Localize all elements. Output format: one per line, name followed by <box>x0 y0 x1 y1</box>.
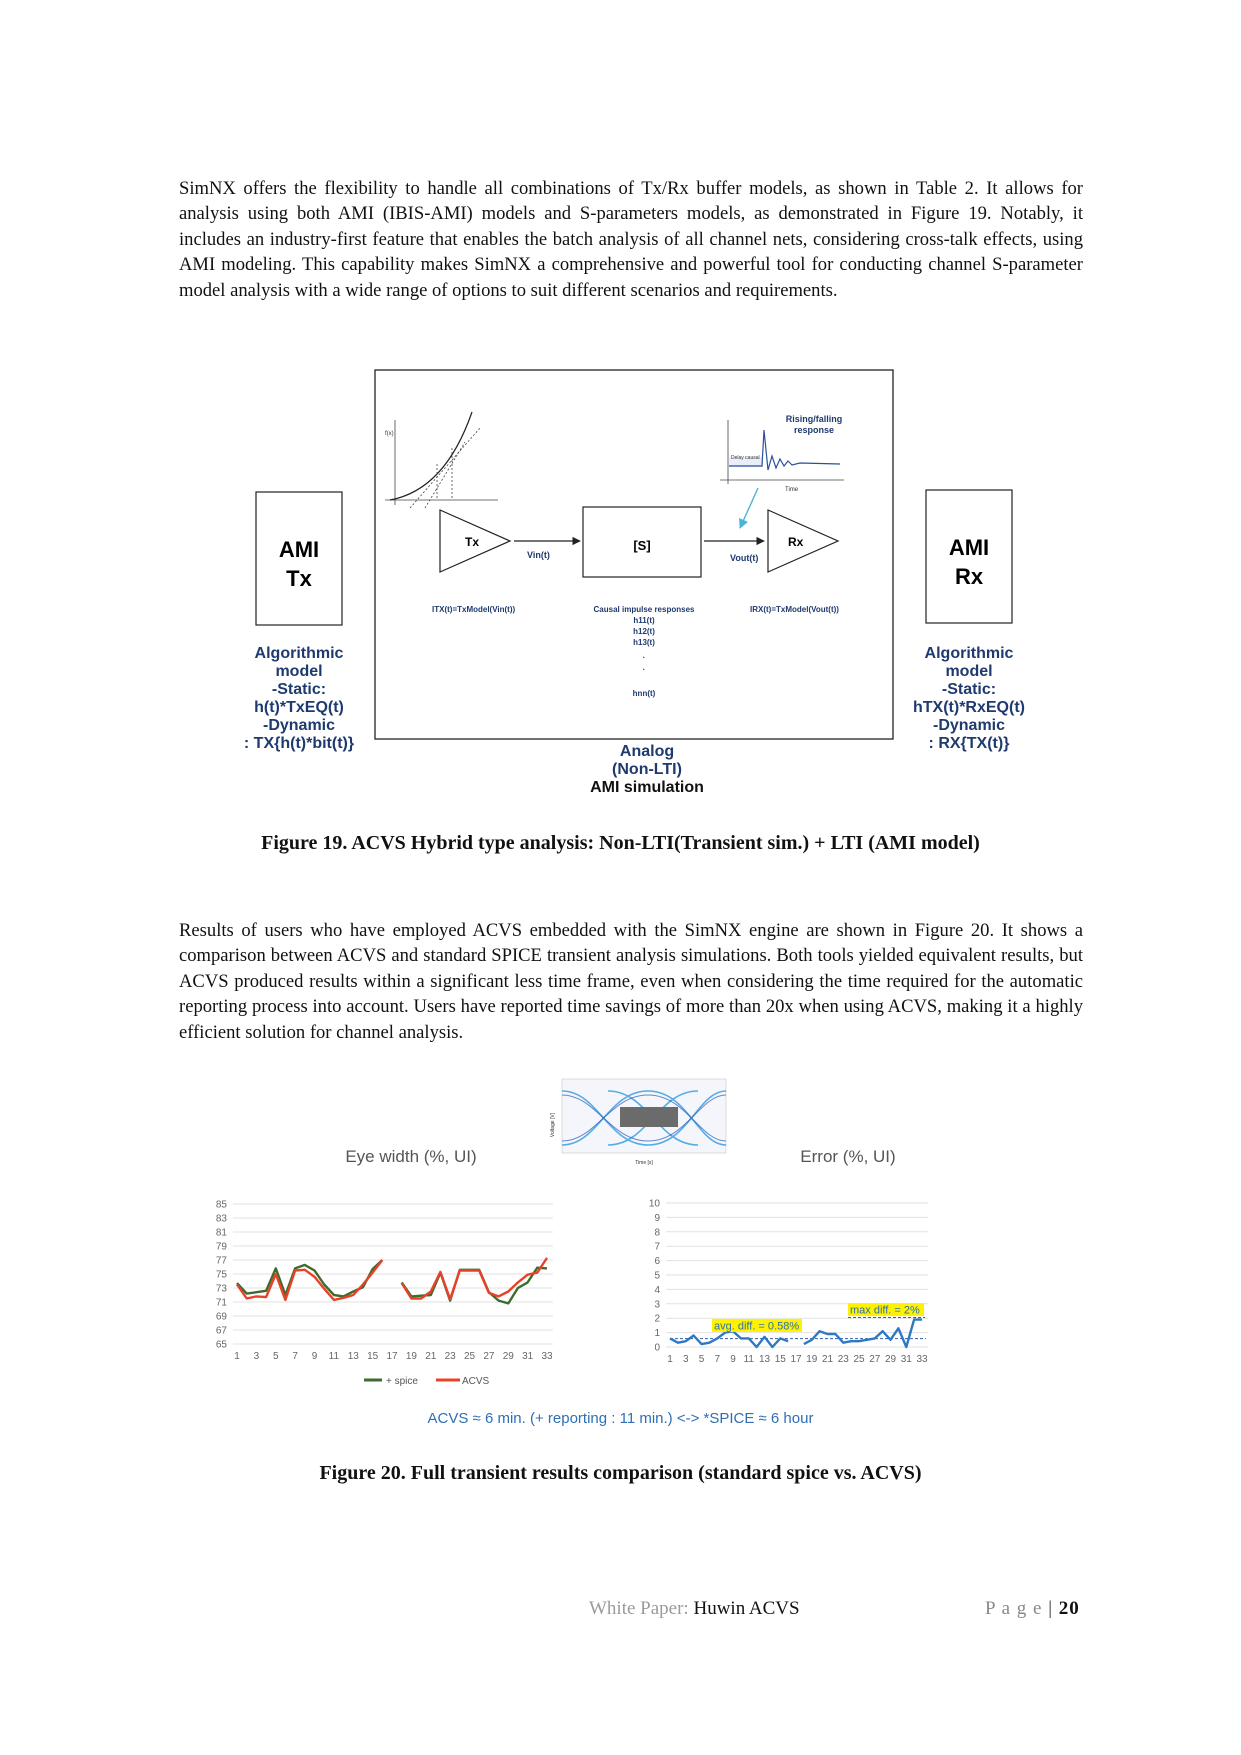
x-tick-label: 27 <box>869 1354 881 1365</box>
page-number: 20 <box>1058 1598 1080 1619</box>
x-tick-label: 13 <box>758 1354 771 1365</box>
delay-label: Delay causal <box>731 455 760 461</box>
figure-19-diagram <box>240 360 1060 808</box>
x-tick-label: 33 <box>916 1354 928 1365</box>
eye-xlabel: Time [s] <box>635 1160 653 1166</box>
x-tick-label: 1 <box>234 1351 240 1362</box>
figure-19-caption: Figure 19. ACVS Hybrid type analysis: Non-LTI(Transient sim.) + LTI (AMI model) <box>261 832 980 854</box>
legend-spice: + spice <box>386 1376 418 1387</box>
svg-text:AMI simulation: AMI simulation <box>590 779 704 796</box>
rising-label-2: response <box>793 425 835 435</box>
svg-text:Algorithmic: Algorithmic <box>924 645 1014 662</box>
y-tick-label: 0 <box>654 1342 660 1354</box>
s-label: [S] <box>633 538 651 553</box>
max-annotation: max diff. = 2% <box>850 1304 920 1317</box>
tx-label: Tx <box>465 535 480 549</box>
svg-text:·: · <box>642 665 646 674</box>
ami-tx-line2: Tx <box>286 566 312 591</box>
x-tick-label: 11 <box>328 1351 340 1362</box>
x-tick-label: 9 <box>730 1354 736 1365</box>
x-tick-label: 11 <box>743 1354 754 1365</box>
x-tick-label: 23 <box>444 1351 456 1362</box>
rising-response-graph <box>720 414 844 493</box>
y-tick-label: 81 <box>215 1227 227 1239</box>
svg-text:hTX(t)*RxEQ(t): hTX(t)*RxEQ(t) <box>913 699 1025 716</box>
x-tick-label: 5 <box>698 1354 705 1365</box>
newton-method-graph <box>385 412 498 508</box>
svg-text:-Dynamic: -Dynamic <box>932 717 1006 734</box>
y-tick-label: 9 <box>654 1212 660 1224</box>
chart-title: Eye width (%, UI) <box>345 1147 477 1166</box>
vin-label: Vin(t) <box>527 550 550 560</box>
vout-label: Vout(t) <box>730 553 759 563</box>
x-tick-label: 29 <box>502 1351 514 1362</box>
x-tick-label: 1 <box>667 1354 673 1365</box>
analog-label <box>590 743 704 796</box>
y-tick-label: 1 <box>654 1328 660 1340</box>
newton-axis-label: f(x) <box>385 431 394 437</box>
ami-rx-line2: Rx <box>954 564 984 589</box>
x-tick-label: 15 <box>367 1351 379 1362</box>
svg-text:: RX{TX(t)}: : RX{TX(t)} <box>928 735 1010 752</box>
eye-width-chart <box>215 1138 625 1388</box>
y-tick-label: 77 <box>215 1255 227 1267</box>
y-tick-label: 73 <box>215 1283 227 1295</box>
ami-rx-line1: AMI <box>948 535 990 560</box>
chart-title: Error (%, UI) <box>800 1147 896 1166</box>
ami-tx-line1: AMI <box>278 537 320 562</box>
avg-annotation: avg. diff. = 0.58% <box>714 1320 800 1333</box>
x-tick-label: 19 <box>806 1354 818 1365</box>
svg-text:model: model <box>945 663 993 680</box>
x-tick-label: 31 <box>900 1354 912 1365</box>
x-tick-label: 27 <box>483 1351 495 1362</box>
svg-text:hnn(t): hnn(t) <box>632 689 656 698</box>
legend-acvs: ACVS <box>462 1376 490 1387</box>
timing-summary: ACVS ≈ 6 min. (+ reporting : 11 min.) <-> *SPICE ≈ 6 hour <box>427 1410 814 1427</box>
footer-page: P a g e | 20 <box>985 1598 1080 1619</box>
itx-equation: ITX(t)=TxModel(Vin(t)) <box>432 605 516 614</box>
y-tick-label: 3 <box>654 1299 660 1311</box>
y-tick-label: 5 <box>654 1270 660 1282</box>
y-tick-label: 10 <box>648 1198 660 1210</box>
left-model-text <box>244 645 354 752</box>
svg-text:Algorithmic: Algorithmic <box>254 645 344 662</box>
y-tick-label: 69 <box>215 1311 227 1323</box>
svg-text:h12(t): h12(t) <box>633 627 655 636</box>
y-tick-label: 85 <box>215 1199 227 1211</box>
x-tick-label: 29 <box>884 1354 897 1365</box>
y-tick-label: 79 <box>215 1241 227 1253</box>
x-tick-label: 13 <box>347 1351 359 1362</box>
footer-label: White Paper: <box>589 1598 689 1619</box>
svg-text:Causal impulse responses: Causal impulse responses <box>593 605 695 614</box>
x-tick-label: 5 <box>272 1351 279 1362</box>
x-tick-label: 19 <box>405 1351 417 1362</box>
y-tick-label: 71 <box>215 1297 227 1309</box>
figure-20-caption: Figure 20. Full transient results comparison (standard spice vs. ACVS) <box>319 1462 922 1484</box>
x-tick-label: 7 <box>292 1351 298 1362</box>
svg-text:(Non-LTI): (Non-LTI) <box>612 761 682 778</box>
chart-legend <box>364 1376 490 1387</box>
causal-responses <box>594 605 695 698</box>
x-tick-label: 3 <box>682 1354 689 1365</box>
eye-ylabel: Voltage [V] <box>550 1112 556 1138</box>
series-line-acvs <box>237 1258 547 1300</box>
svg-text:h(t)*TxEQ(t): h(t)*TxEQ(t) <box>254 699 344 716</box>
footer-title <box>589 1598 800 1620</box>
x-tick-label: 3 <box>253 1351 260 1362</box>
svg-text:model: model <box>275 663 323 680</box>
rx-label: Rx <box>788 535 804 549</box>
right-model-text <box>913 645 1025 752</box>
y-tick-label: 8 <box>654 1227 660 1239</box>
y-tick-label: 4 <box>654 1284 660 1296</box>
svg-text:-Static:: -Static: <box>271 681 327 698</box>
x-tick-label: 21 <box>821 1354 834 1365</box>
error-chart <box>650 1138 1050 1388</box>
svg-text:: TX{h(t)*bit(t)}: : TX{h(t)*bit(t)} <box>243 735 355 752</box>
x-tick-label: 25 <box>853 1354 865 1365</box>
x-tick-label: 25 <box>463 1351 476 1362</box>
x-tick-label: 31 <box>522 1351 534 1362</box>
svg-text:·: · <box>642 653 646 662</box>
y-tick-label: 65 <box>215 1339 227 1351</box>
x-tick-label: 7 <box>714 1354 721 1365</box>
page-label: P a g e <box>985 1598 1043 1619</box>
y-tick-label: 83 <box>215 1213 227 1225</box>
time-axis-label: Time <box>785 487 799 493</box>
x-tick-label: 17 <box>386 1351 398 1362</box>
x-tick-label: 9 <box>311 1351 318 1362</box>
svg-text:h13(t): h13(t) <box>633 638 655 647</box>
svg-text:-Dynamic: -Dynamic <box>262 717 336 734</box>
svg-text:-Static:: -Static: <box>941 681 997 698</box>
x-tick-label: 33 <box>541 1351 553 1362</box>
x-tick-label: 23 <box>837 1354 849 1365</box>
x-tick-label: 17 <box>790 1354 802 1365</box>
svg-text:Analog: Analog <box>619 743 675 760</box>
y-tick-label: 75 <box>215 1269 227 1281</box>
svg-text:h11(t): h11(t) <box>633 616 655 625</box>
results-paragraph: Results of users who have employed ACVS embedded with the SimNX engine are shown in Figure 20. It shows a comparison between ACVS and standard SPICE transient analysis simulations. Both tools yielded equivalent results, but ACVS produced results within a significant less time frame, even when considering the time required for the automatic reporting process into account. Users have reported time savings of more than 20x when using ACVS, making it a highly efficient solution for channel analysis. <box>179 920 1083 1043</box>
y-tick-label: 67 <box>215 1325 227 1337</box>
x-tick-label: 21 <box>425 1351 437 1362</box>
intro-paragraph: SimNX offers the flexibility to handle all combinations of Tx/Rx buffer models, as shown in Table 2. It allows for analysis using both AMI (IBIS-AMI) models and S-parameters models, as demonstrated in Figure 19. Notably, it includes an industry-first feature that enables the batch analysis of all channel nets, considering cross-talk effects, using AMI modeling. This capability makes SimNX a comprehensive and powerful tool for conducting channel S-parameter model analysis with a wide range of options to suit different scenarios and requirements. <box>179 178 1083 301</box>
y-tick-label: 2 <box>654 1313 660 1325</box>
x-tick-label: 15 <box>774 1354 786 1365</box>
y-tick-label: 6 <box>654 1256 660 1268</box>
rising-label-1: Rising/falling <box>785 414 843 424</box>
y-tick-label: 7 <box>654 1241 660 1253</box>
footer-name: Huwin ACVS <box>693 1598 800 1619</box>
irx-equation: IRX(t)=TxModel(Vout(t)) <box>750 605 839 614</box>
